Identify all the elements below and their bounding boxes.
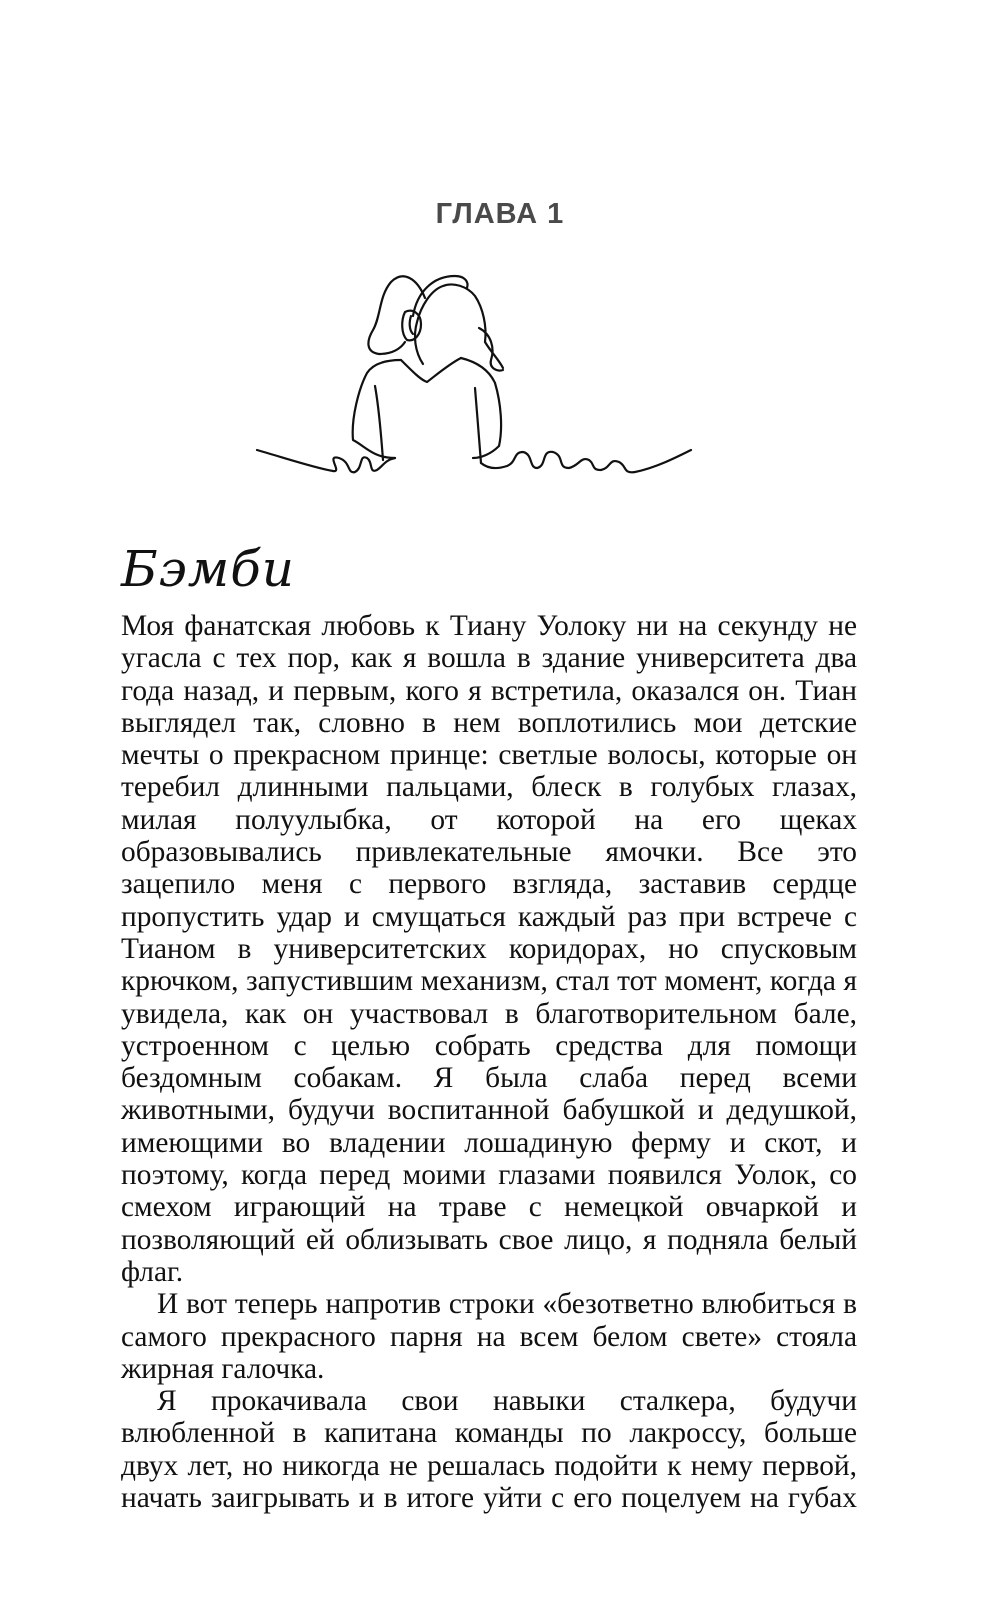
chapter-heading: ГЛАВА 1 <box>435 198 565 230</box>
chapter-body <box>121 610 857 1514</box>
girl-with-headphones-line-art-icon <box>255 268 695 508</box>
paragraph-1: Моя фанатская любовь к Тиану Уолоку ни на секунду не угасла с тех пор, как я вошла в здание университета два года назад, и первым, кого я встретила, оказался он. Тиан выглядел так, словно в нем воплотились мои детские мечты о прекрасном принце: светлые волосы, которые он теребил длинными пальцами, блеск в голубых глазах, милая полуулыбка, от которой на его щеках образовывались привлекательные ямочки. Все это зацепило меня с первого взгляда, заставив сердце пропустить удар и смущаться каждый раз при встрече с Тианом в университетских коридорах, но спусковым крючком, запустившим механизм, стал тот момент, когда я увидела, как он участвовал в благотворительном бале, устроенном с целью собрать средства для помощи бездомным собакам. Я была слаба перед всеми животными, будучи воспитанной бабушкой и дедушкой, имеющими во владении лошадиную ферму и скот, и поэтому, когда перед моими глазами появился Уолок, со смехом играющий на траве с немецкой овчаркой и позволяющий ей облизывать свое лицо, я подняла белый флаг. <box>121 610 857 1288</box>
paragraph-3: Я прокачивала свои навыки сталкера, будучи влюбленной в капитана команды по лакроссу, больше двух лет, но никогда не решалась подойти к нему первой, начать заигрывать и в итоге уйти с его поцелуем на губах <box>121 1385 857 1515</box>
narrator-name: Бэмби <box>121 540 295 598</box>
paragraph-2: И вот теперь напротив строки «безответно влюбиться в самого прекрасного парня на всем белом свете» стояла жирная галочка. <box>121 1288 857 1385</box>
